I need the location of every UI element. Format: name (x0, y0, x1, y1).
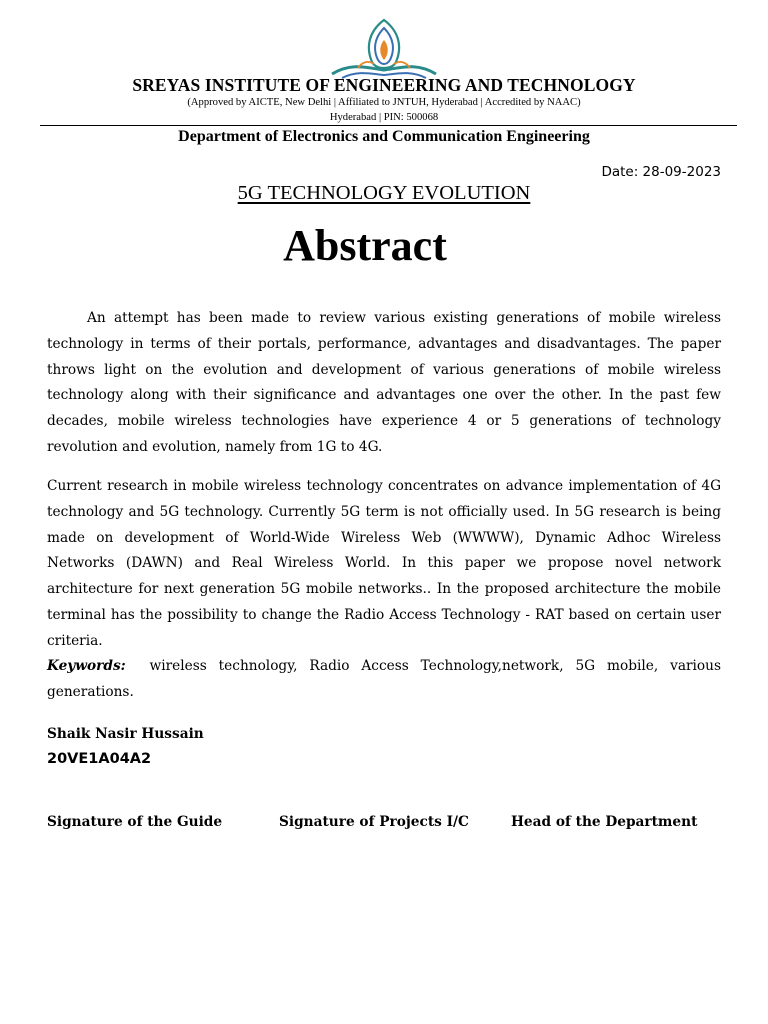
document-date: Date: 28-09-2023 (601, 164, 721, 180)
keywords-text: wireless technology, Radio Access Technology,network, 5G mobile, various generations. (47, 658, 721, 700)
abstract-paragraph-1: An attempt has been made to review various existing generations of mobile wireless technology in terms of their portals, performance, advantages and disadvantages. The paper throws light on the evolution and development of various generations of mobile wireless technology along with their significance and advantages one over the other. In the past few decades, mobile wireless technologies have experience 4 or 5 generations of technology revolution and evolution, namely from 1G to 4G. (47, 310, 721, 455)
approval-line: (Approved by AICTE, New Delhi | Affiliated to JNTUH, Hyderabad | Accredited by NAAC) (187, 97, 581, 108)
abstract-heading: Abstract (283, 221, 447, 270)
address-line: Hyderabad | PIN: 500068 (329, 112, 439, 123)
institute-name: SREYAS INSTITUTE OF ENGINEERING AND TECHNOLOGY (132, 75, 636, 95)
department-name: Department of Electronics and Communication Engineering (178, 128, 590, 145)
abstract-paragraph-2: Current research in mobile wireless technology concentrates on advance implementation of 4G technology and 5G technology. Currently 5G term is not officially used. In 5G research is being made on development of World-Wide Wireless Web (WWWW), Dynamic Adhoc Wireless Networks (DAWN) and Real Wireless World. In this paper we propose novel network architecture for next generation 5G mobile networks.. In the proposed architecture the mobile terminal has the possibility to change the Radio Access Technology - RAT based on certain user criteria. (47, 478, 721, 649)
signature-projects-ic: Signature of Projects I/C (279, 814, 469, 830)
project-title: 5G TECHNOLOGY EVOLUTION (237, 182, 531, 204)
signature-hod: Head of the Department (511, 814, 698, 830)
signature-guide: Signature of the Guide (47, 814, 223, 830)
logo-core (380, 40, 388, 60)
author-name: Shaik Nasir Hussain (47, 726, 204, 742)
header-divider (40, 125, 737, 126)
keywords-line (47, 654, 721, 706)
keywords-label: Keywords: (47, 658, 126, 674)
institute-logo (328, 18, 440, 80)
author-roll-number: 20VE1A04A2 (47, 751, 152, 767)
